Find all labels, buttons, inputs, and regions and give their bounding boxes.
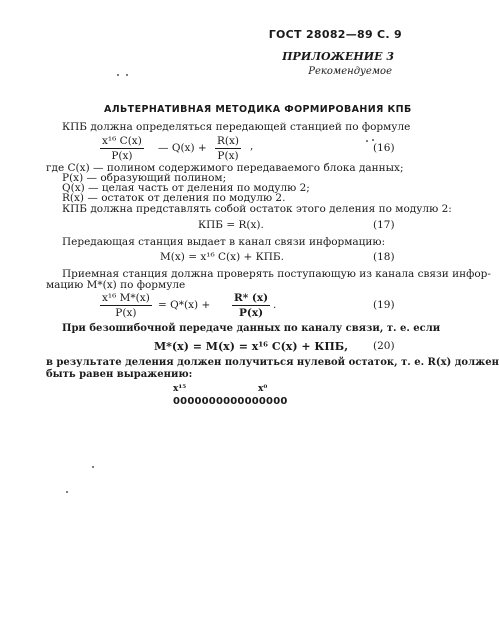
- eq19-middle: = Q*(x) +: [158, 299, 211, 311]
- eq19-denominator-2: P(x): [238, 307, 264, 319]
- result-text: в результате деления должен получиться нулевой остаток, т. е. R(x) должен: [46, 357, 499, 368]
- eq16-denominator-2: P(x): [217, 150, 239, 162]
- eq19-denominator-1: P(x): [115, 307, 137, 319]
- expression-bits: 0000000000000000: [173, 396, 288, 407]
- intro-text: КПБ должна определяться передающей станцией по формуле: [62, 121, 411, 133]
- eq19-numerator-1: x¹⁶ M*(x): [102, 292, 150, 304]
- remainder-text: КПБ должна представлять собой остаток этого деления по модулю 2:: [62, 203, 452, 215]
- transmit-text: Передающая станция выдает в канал связи информацию:: [62, 236, 386, 248]
- speck: [66, 491, 68, 493]
- eq19-number: (19): [373, 299, 395, 311]
- speck: [366, 140, 368, 142]
- eq16-numerator-2: R(x): [217, 135, 240, 147]
- receive-text: Приемная станция должна проверять поступающую из канала связи инфор-: [62, 268, 491, 280]
- definition-item: где C(x) — полином содержимого передаваемого блока данных;: [46, 162, 404, 174]
- eq19-tail: .: [273, 299, 277, 311]
- expression-msb-label: x¹⁵: [173, 384, 187, 394]
- definition-item: P(x) — образующий полином;: [62, 172, 227, 184]
- speck: [126, 74, 128, 76]
- eq18: M(x) = x¹⁶ C(x) + КПБ.: [160, 251, 284, 263]
- result-text-cont: быть равен выражению:: [46, 369, 193, 380]
- eq17: КПБ = R(x).: [198, 219, 264, 231]
- eq17-number: (17): [373, 219, 395, 231]
- speck: [117, 74, 119, 76]
- eq16-middle: — Q(x) +: [158, 142, 207, 154]
- definition-item: Q(x) — целая часть от деления по модулю 2;: [62, 182, 310, 194]
- eq19-fraction-2: [232, 292, 270, 319]
- eq20: M*(x) = M(x) = x¹⁶ C(x) + КПБ,: [154, 340, 349, 353]
- eq16-number: (16): [373, 142, 395, 154]
- eq18-number: (18): [373, 251, 395, 263]
- eq20-number: (20): [373, 340, 395, 352]
- section-title: АЛЬТЕРНАТИВНАЯ МЕТОДИКА ФОРМИРОВАНИЯ КПБ: [104, 104, 412, 115]
- expression-lsb-label: x⁰: [258, 384, 268, 394]
- eq19-fraction-1: [100, 292, 152, 319]
- standard-header: ГОСТ 28082—89 С. 9: [268, 28, 402, 41]
- definition-item: R(x) — остаток от деления по модулю 2.: [62, 192, 286, 204]
- eq16-tail: ,: [250, 140, 254, 152]
- appendix-status: Рекомендуемое: [308, 66, 392, 77]
- eq16-fraction-1: [100, 135, 144, 162]
- speck: [372, 139, 374, 141]
- eq16-fraction-2: [215, 135, 241, 162]
- eq16-numerator-1: x¹⁶ C(x): [102, 135, 142, 147]
- eq16-denominator-1: P(x): [111, 150, 133, 162]
- receive-text-cont: мацию M*(x) по формуле: [46, 279, 186, 291]
- speck: [92, 466, 94, 468]
- eq19-numerator-2: R* (x): [234, 292, 269, 304]
- appendix-label: ПРИЛОЖЕНИЕ 3: [282, 50, 394, 63]
- errorfree-text: При безошибочной передаче данных по каналу связи, т. е. если: [62, 323, 441, 334]
